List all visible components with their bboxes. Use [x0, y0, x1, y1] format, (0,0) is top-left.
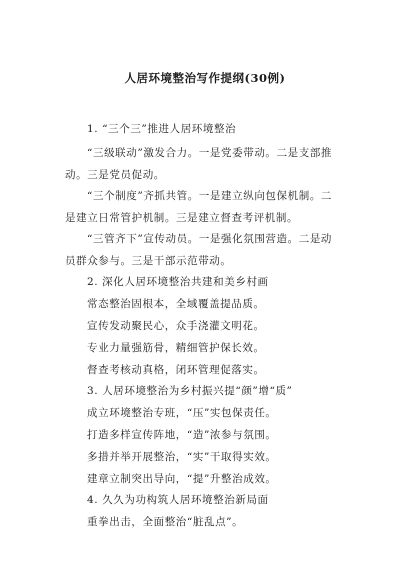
paragraph-line: 宣传发动聚民心，众手浇灌文明花。: [87, 320, 265, 332]
paragraph-line: “三级联动”激发合力。一是党委带动。二是支部推: [87, 147, 333, 159]
heading-2: 2. 深化人居环境整治共建和美乡村画: [87, 276, 269, 288]
paragraph-line: 专业力量强筋骨，精细管护保长效。: [87, 342, 265, 354]
paragraph-line: 成立环境整治专班，“压”实包保责任。: [87, 407, 277, 419]
paragraph-line: 多措并举开展整治，“实”干取得实效。: [87, 451, 277, 463]
document-title: 人居环境整治写作提纲(30例): [124, 71, 286, 85]
paragraph-line: 督查考核动真格，闭环管理促落实。: [87, 364, 265, 376]
heading-1: 1. “三个三”推进人居环境整治: [87, 123, 237, 135]
paragraph-line: “三管齐下”宣传动员。一是强化氛围营造。二是动: [87, 233, 333, 245]
heading-4: 4. 久久为功构筑人居环境整治新局面: [87, 494, 269, 506]
paragraph-line: 建章立制突出导向，“提”升整治成效。: [87, 473, 277, 485]
paragraph-line: 是建立日常管护机制。三是建立督查考评机制。: [65, 212, 299, 224]
paragraph-line: 重拳出击，全面整治“脏乱点”。: [87, 516, 244, 528]
paragraph-line: 打造多样宣传阵地，“造”浓参与氛围。: [87, 429, 277, 441]
paragraph-line: 动。三是党员促动。: [65, 169, 165, 181]
heading-3: 3. 人居环境整治为乡村振兴提“颜”增“质”: [87, 385, 293, 397]
paragraph-line: 常态整治固根本，全域覆盖提品质。: [87, 298, 265, 310]
paragraph-line: 员群众参与。三是干部示范带动。: [65, 255, 232, 267]
paragraph-line: “三个制度”齐抓共管。一是建立纵向包保机制。二: [87, 190, 333, 202]
